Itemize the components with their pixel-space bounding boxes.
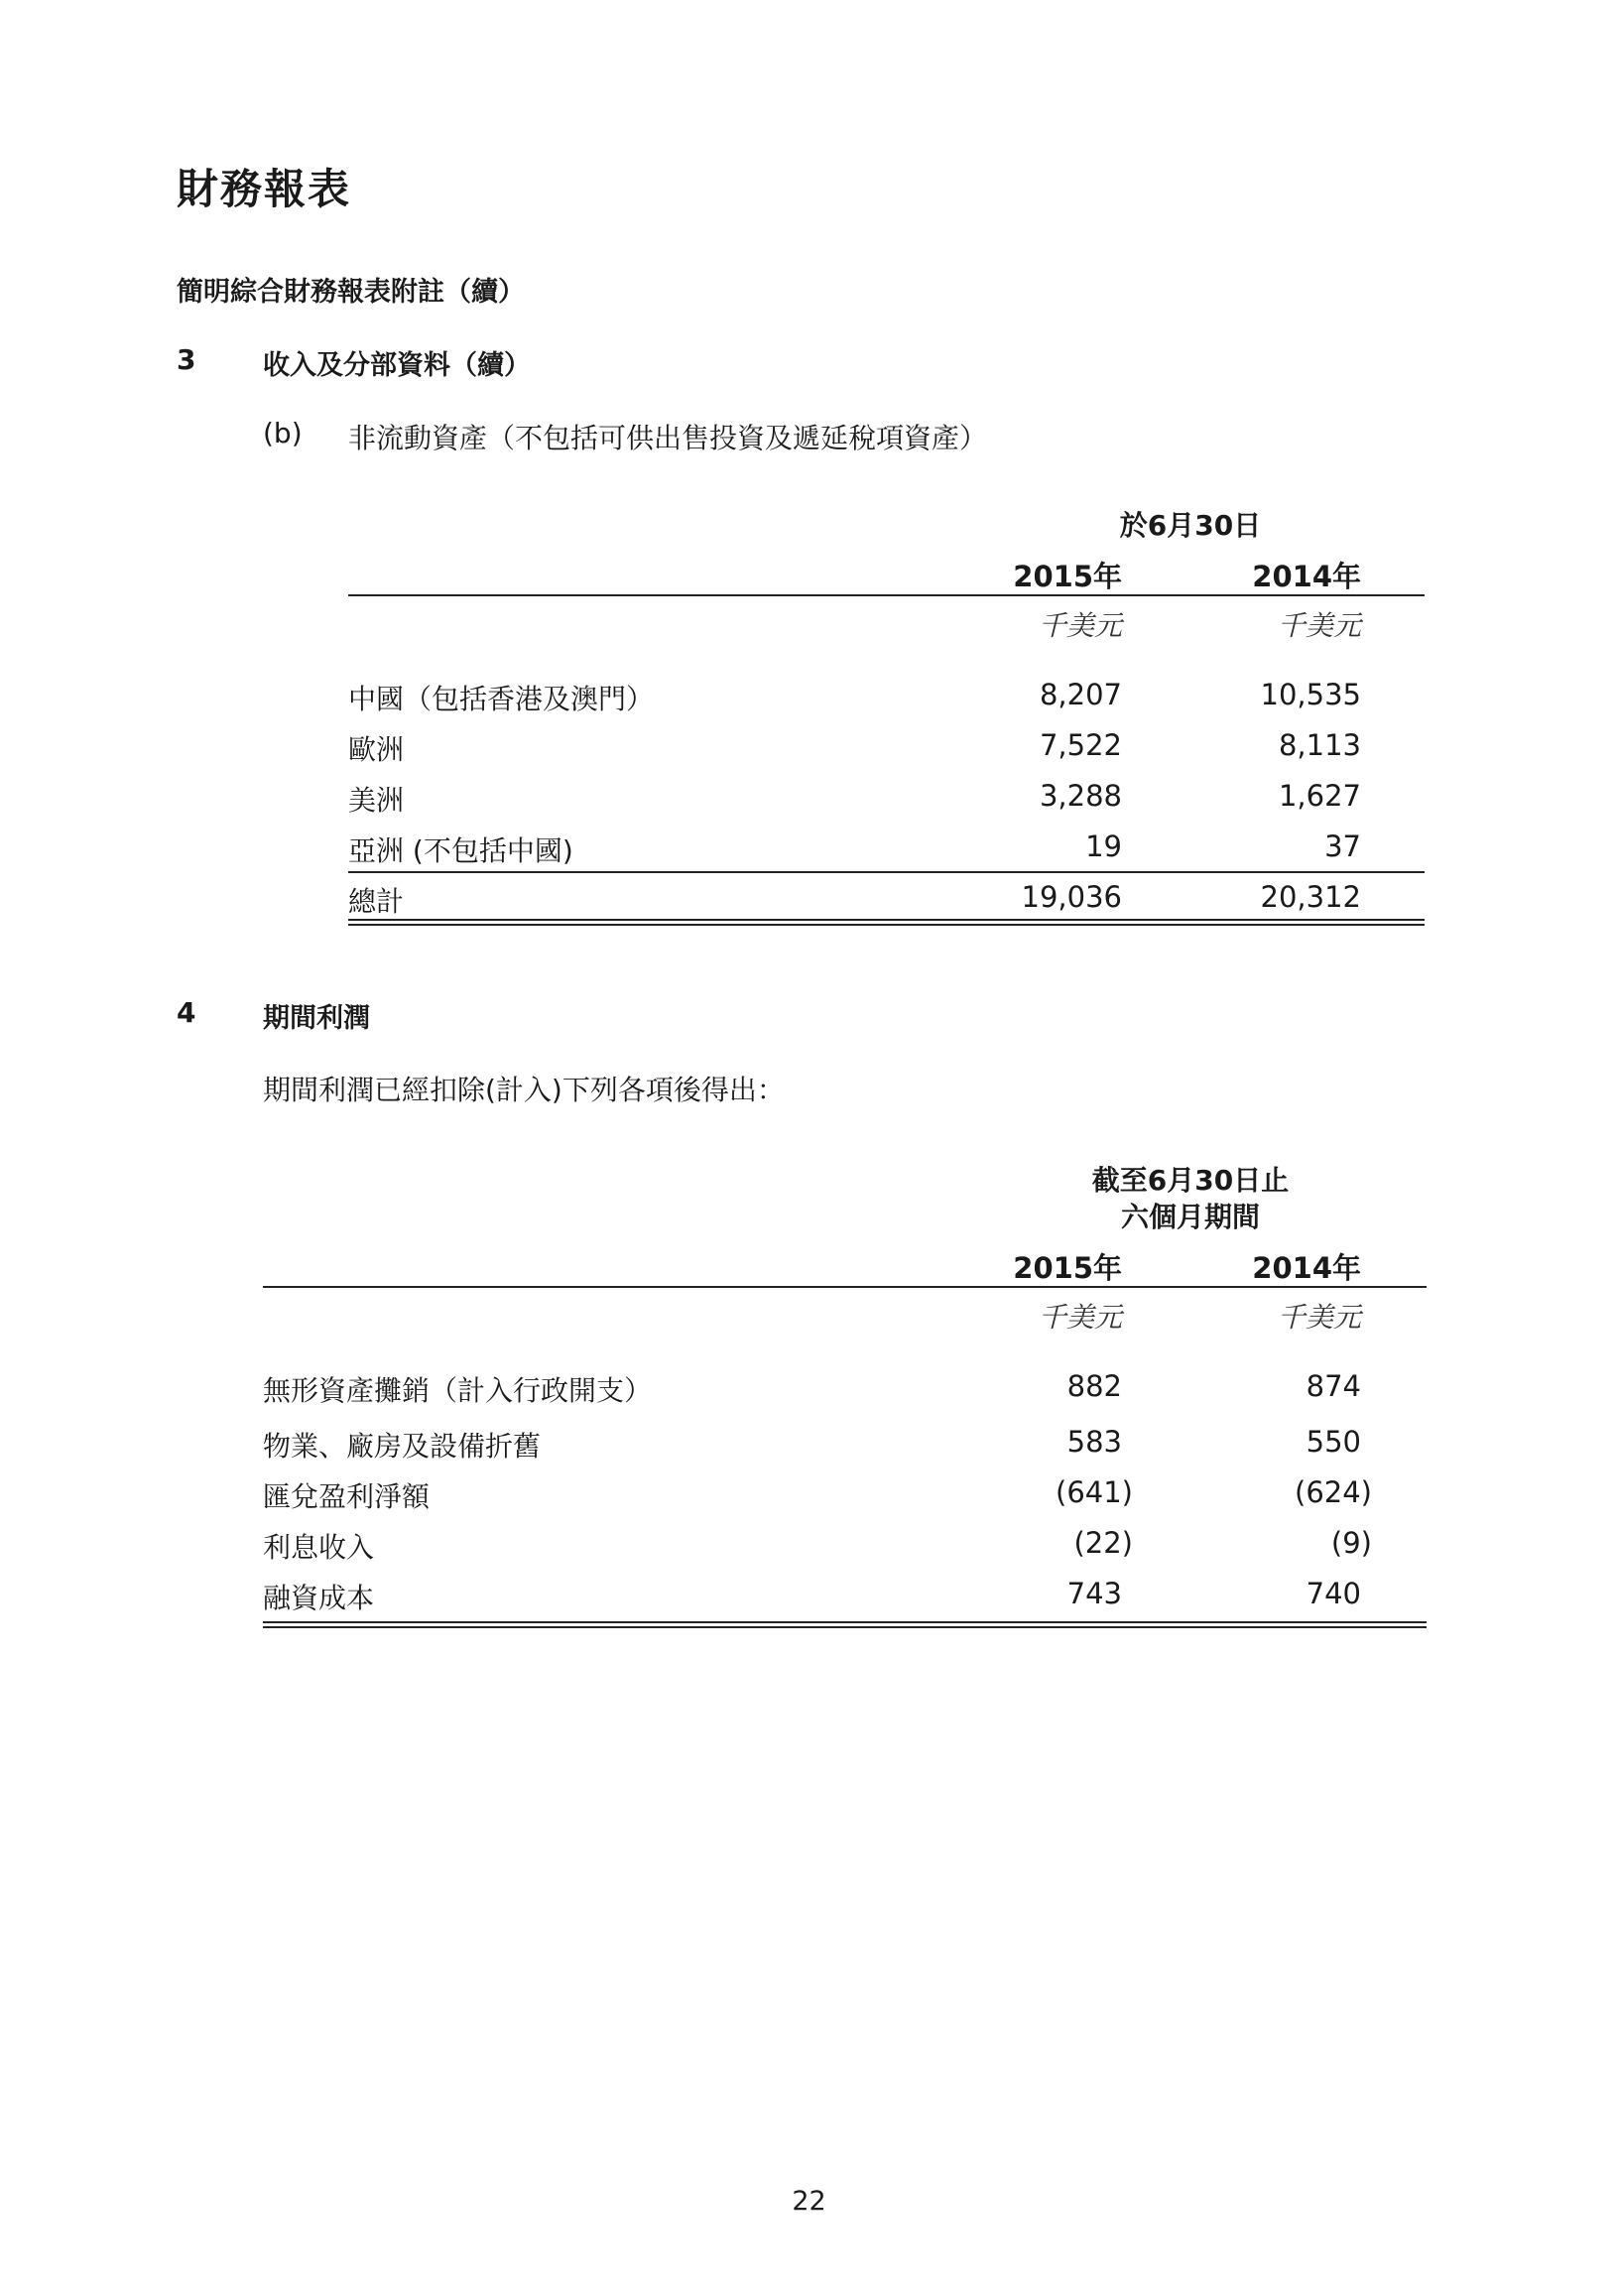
s3-unit-2015: 千美元 xyxy=(1038,609,1122,642)
s4-row-label: 融資成本 xyxy=(263,1582,375,1614)
s4-row-2015: (641) xyxy=(1056,1475,1133,1509)
s3-row-2014: 37 xyxy=(1324,829,1361,863)
s3-row-2014: 10,535 xyxy=(1260,678,1361,711)
page-title: 財務報表 xyxy=(177,165,352,213)
section-3-number: 3 xyxy=(177,343,196,376)
s4-row-2015: 882 xyxy=(1066,1369,1122,1403)
s3-total-label: 總計 xyxy=(348,885,405,918)
section-4-title: 期間利潤 xyxy=(263,1003,370,1034)
s3-header-rule xyxy=(348,594,1425,596)
s3-row-label: 中國（包括香港及澳門） xyxy=(348,683,655,715)
s4-row-2015: (22) xyxy=(1073,1526,1133,1560)
s3-row-2015: 19 xyxy=(1085,829,1122,863)
s4-row-label: 利息收入 xyxy=(263,1531,375,1564)
s3-row-label: 亞洲 (不包括中國) xyxy=(348,834,573,867)
s4-double-rule xyxy=(263,1621,1427,1628)
notes-subtitle: 簡明綜合財務報表附註（續） xyxy=(177,277,525,308)
s4-period-header-2: 六個月期間 xyxy=(1120,1201,1260,1233)
s4-row-label: 無形資產攤銷（計入行政開支） xyxy=(263,1374,653,1407)
s3-row-2015: 8,207 xyxy=(1039,678,1122,711)
s4-unit-2015: 千美元 xyxy=(1038,1301,1122,1334)
s3-unit-2014: 千美元 xyxy=(1277,609,1361,642)
s4-unit-2014: 千美元 xyxy=(1277,1301,1361,1334)
s3-row-label: 歐洲 xyxy=(348,733,405,766)
s3-row-2014: 1,627 xyxy=(1278,779,1361,813)
s4-header-rule xyxy=(263,1286,1427,1288)
s3-total-2015: 19,036 xyxy=(1021,880,1122,914)
s4-row-2014: 550 xyxy=(1306,1425,1361,1459)
s4-row-label: 匯兌盈利淨額 xyxy=(263,1480,431,1513)
section-3b-label: (b) xyxy=(263,417,303,449)
s3-total-2014: 20,312 xyxy=(1260,880,1361,914)
s4-col-2015: 2015年 xyxy=(1013,1251,1122,1285)
s4-row-2015: 583 xyxy=(1066,1425,1122,1459)
s4-row-2015: 743 xyxy=(1066,1577,1122,1610)
s4-row-2014: 874 xyxy=(1306,1369,1361,1403)
section-4-intro: 期間利潤已經扣除(計入)下列各項後得出： xyxy=(263,1074,785,1106)
s3-row-label: 美洲 xyxy=(348,784,405,817)
section-3b-title: 非流動資產（不包括可供出售投資及遞延稅項資產） xyxy=(348,422,988,454)
s3-row-2015: 7,522 xyxy=(1039,728,1122,762)
s4-row-label: 物業、廠房及設備折舊 xyxy=(263,1430,542,1463)
s4-row-2014: (9) xyxy=(1330,1526,1372,1560)
s3-period-header: 於6月30日 xyxy=(1119,509,1262,542)
s3-col-2015: 2015年 xyxy=(1013,560,1122,593)
s4-col-2014: 2014年 xyxy=(1252,1251,1361,1285)
s3-total-rule xyxy=(348,871,1425,873)
s3-col-2014: 2014年 xyxy=(1252,560,1361,593)
section-4-number: 4 xyxy=(177,996,196,1029)
s3-double-rule xyxy=(348,919,1425,926)
section-3-title: 收入及分部資料（續） xyxy=(263,350,531,381)
s3-row-2015: 3,288 xyxy=(1039,779,1122,813)
page-number: 22 xyxy=(792,2186,826,2217)
s3-row-2014: 8,113 xyxy=(1278,728,1361,762)
s4-period-header-1: 截至6月30日止 xyxy=(1091,1164,1290,1197)
s4-row-2014: 740 xyxy=(1306,1577,1361,1610)
s4-row-2014: (624) xyxy=(1295,1475,1372,1509)
